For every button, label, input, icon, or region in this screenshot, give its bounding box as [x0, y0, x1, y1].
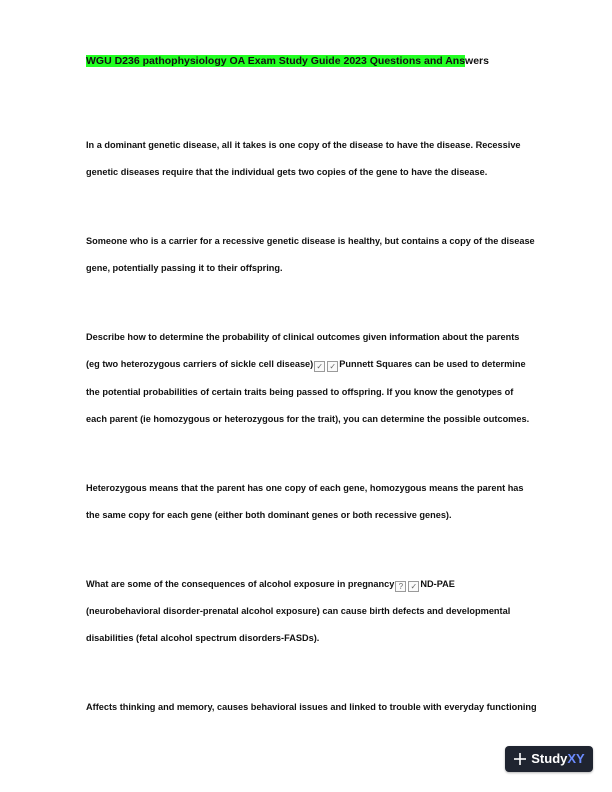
- studyxy-badge[interactable]: [505, 746, 593, 772]
- text-line-11: [86, 578, 455, 592]
- title-rest: wers: [465, 55, 489, 67]
- badge-xy-text: XY: [567, 751, 585, 766]
- line6-before: (eg two heterozygous carriers of sickle cell disease): [86, 359, 314, 369]
- line6-after: Punnett Squares can be used to determine: [339, 359, 526, 369]
- text-line-8: each parent (ie homozygous or heterozygous for the trait), you can determine the possible outcomes.: [86, 414, 530, 424]
- text-line-1: In a dominant genetic disease, all it takes is one copy of the disease to have the disease. Recessive: [86, 140, 521, 150]
- text-line-14: Affects thinking and memory, causes behavioral issues and linked to trouble with everyday functioning: [86, 702, 537, 712]
- line11-before: What are some of the consequences of alcohol exposure in pregnancy: [86, 579, 395, 589]
- text-line-10: the same copy for each gene (either both dominant genes or both recessive genes).: [86, 510, 452, 520]
- checkbox-icon: ✓: [327, 361, 338, 372]
- text-line-13: disabilities (fetal alcohol spectrum disorders-FASDs).: [86, 633, 320, 643]
- text-line-6: [86, 358, 526, 372]
- text-line-3: Someone who is a carrier for a recessive genetic disease is healthy, but contains a copy of the disease: [86, 236, 535, 246]
- text-line-9: Heterozygous means that the parent has one copy of each gene, homozygous means the parent has: [86, 483, 524, 493]
- plus-icon: [513, 752, 527, 766]
- badge-study-text: Study: [531, 751, 568, 766]
- document-title: [86, 54, 489, 68]
- checkbox-icon: ✓: [408, 581, 419, 592]
- text-line-4: gene, potentially passing it to their offspring.: [86, 263, 283, 273]
- question-box-icon: ?: [395, 581, 406, 592]
- title-highlighted: WGU D236 pathophysiology OA Exam Study Guide 2023 Questions and Ans: [86, 55, 466, 67]
- checkbox-icon: ✓: [314, 361, 325, 372]
- text-line-7: the potential probabilities of certain traits being passed to offspring. If you know the genotypes of: [86, 387, 514, 397]
- line11-after: ND-PAE: [420, 579, 455, 589]
- text-line-2: genetic diseases require that the individual gets two copies of the gene to have the disease.: [86, 167, 488, 177]
- text-line-12: (neurobehavioral disorder-prenatal alcohol exposure) can cause birth defects and developmental: [86, 606, 511, 616]
- text-line-5: Describe how to determine the probability of clinical outcomes given information about the parents: [86, 332, 520, 342]
